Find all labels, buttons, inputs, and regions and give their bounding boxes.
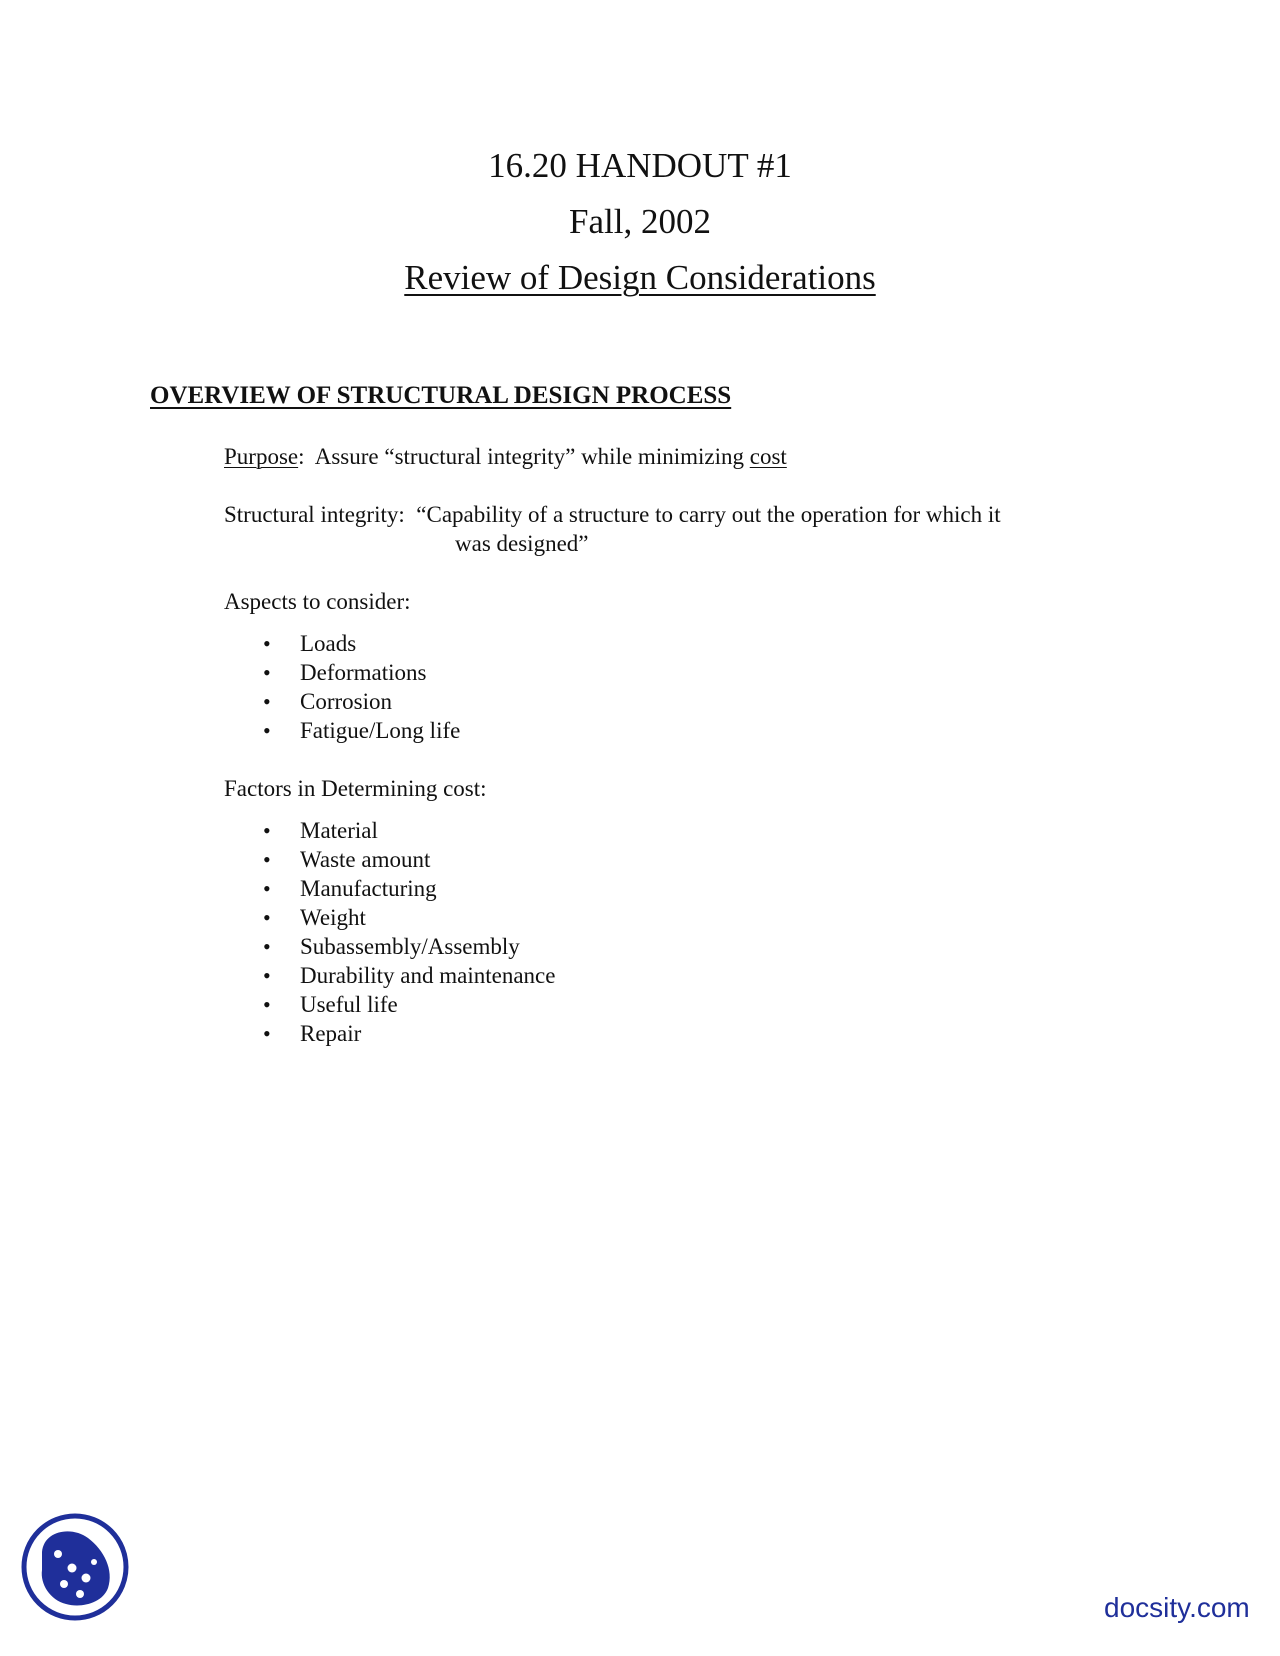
factor-weight: Weight (300, 905, 366, 930)
bullet-icon: • (263, 876, 271, 901)
bullet-icon: • (263, 689, 271, 714)
bullet-icon: • (263, 934, 271, 959)
list-item (263, 961, 555, 990)
bullet-icon: • (263, 992, 271, 1017)
bullet-icon: • (263, 718, 271, 743)
list-item (263, 629, 460, 658)
aspect-loads: Loads (300, 631, 357, 656)
integrity-definition: “Capability of a structure to carry out the operation for which it (416, 502, 1001, 527)
docsity-logo-icon (20, 1512, 130, 1622)
factor-assembly: Subassembly/Assembly (300, 934, 520, 959)
factors-label: Factors in Determining cost: (224, 776, 487, 801)
list-item (263, 874, 555, 903)
bullet-icon: • (263, 660, 271, 685)
list-item (263, 903, 555, 932)
factor-useful-life: Useful life (300, 992, 398, 1017)
list-item (263, 687, 460, 716)
list-item (263, 932, 555, 961)
bullet-icon: • (263, 1021, 271, 1046)
aspect-fatigue: Fatigue/Long life (300, 718, 461, 743)
list-item (263, 990, 555, 1019)
docsity-wordmark[interactable]: docsity.com (1104, 1592, 1250, 1623)
aspect-deformations: Deformations (300, 660, 427, 685)
factor-durability: Durability and maintenance (300, 963, 556, 988)
handout-subtitle (0, 258, 1280, 298)
aspect-corrosion: Corrosion (300, 689, 392, 714)
factor-material: Material (300, 818, 378, 843)
factor-manufacturing: Manufacturing (300, 876, 437, 901)
bullet-icon: • (263, 847, 271, 872)
purpose-paragraph (224, 442, 787, 471)
bullet-icon: • (263, 905, 271, 930)
integrity-paragraph (224, 500, 1001, 529)
handout-term: Fall, 2002 (569, 202, 711, 241)
subtitle-text: Review of Design Considerations (404, 258, 876, 297)
bullet-icon: • (263, 818, 271, 843)
purpose-label: Purpose (224, 444, 299, 469)
list-item (263, 716, 460, 745)
bullet-icon: • (263, 963, 271, 988)
purpose-emphasis: cost (749, 444, 787, 469)
section-heading: OVERVIEW OF STRUCTURAL DESIGN PROCESS (150, 382, 732, 409)
aspects-list (263, 629, 460, 745)
aspects-label: Aspects to consider: (224, 589, 411, 614)
integrity-label: Structural integrity: (224, 502, 417, 527)
list-item (263, 1019, 555, 1048)
purpose-text: : Assure “structural integrity” while minimizing (298, 444, 750, 469)
factors-list (263, 816, 555, 1048)
handout-title: 16.20 HANDOUT #1 (488, 146, 792, 185)
bullet-icon: • (263, 631, 271, 656)
integrity-definition-continued: was designed” (455, 531, 589, 556)
factor-repair: Repair (300, 1021, 362, 1046)
factor-waste: Waste amount (300, 847, 431, 872)
list-item (263, 845, 555, 874)
list-item (263, 816, 555, 845)
list-item (263, 658, 460, 687)
